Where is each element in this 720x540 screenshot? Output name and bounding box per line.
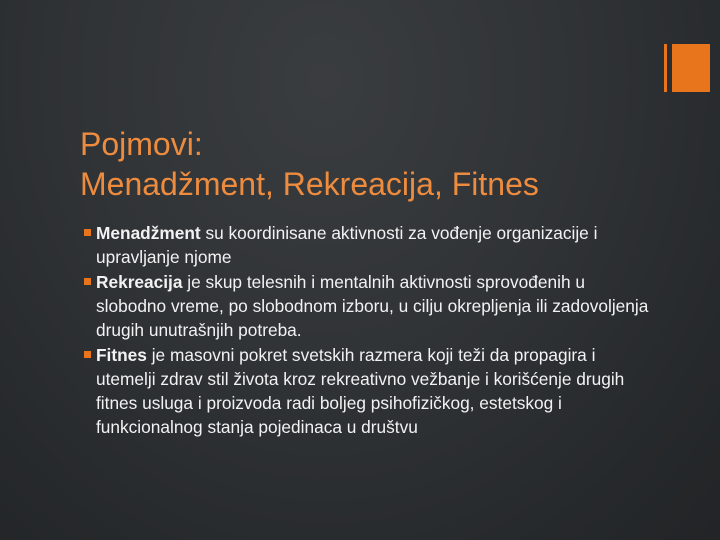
bullet-text: su koordinisane aktivnosti za vođenje organizacije i upravljanje njome — [96, 223, 598, 267]
slide-title-line-2: Menadžment, Rekreacija, Fitnes — [80, 166, 539, 202]
slide-title — [80, 124, 680, 204]
accent-bar-thin — [664, 44, 667, 92]
bullet-term: Fitnes — [96, 345, 147, 365]
bullet-item-fitnes — [84, 343, 654, 439]
bullet-term: Rekreacija — [96, 272, 183, 292]
bullet-list — [84, 221, 654, 440]
slide-title-line-1: Pojmovi: — [80, 126, 203, 162]
bullet-text: je masovni pokret svetskih razmera koji teži da propagira i utemelji zdrav stil života kroz rekreativno vežbanje i korišćenje drugih fitnes usluga i proizvoda radi boljeg psihofizičkog, estetskog i funkcionalnog stanja pojedinaca u društvu — [96, 345, 625, 437]
square-bullet-icon — [84, 351, 91, 358]
square-bullet-icon — [84, 229, 91, 236]
bullet-item-rekreacija — [84, 270, 654, 342]
bullet-text: je skup telesnih i mentalnih aktivnosti sprovođenih u slobodno vreme, po slobodnom izboru, u cilju okrepljenja ili zadovoljenja drugih unutrašnjih potreba. — [96, 272, 649, 340]
square-bullet-icon — [84, 278, 91, 285]
bullet-term: Menadžment — [96, 223, 201, 243]
bullet-item-menadzment — [84, 221, 654, 269]
accent-bar-thick — [672, 44, 710, 92]
